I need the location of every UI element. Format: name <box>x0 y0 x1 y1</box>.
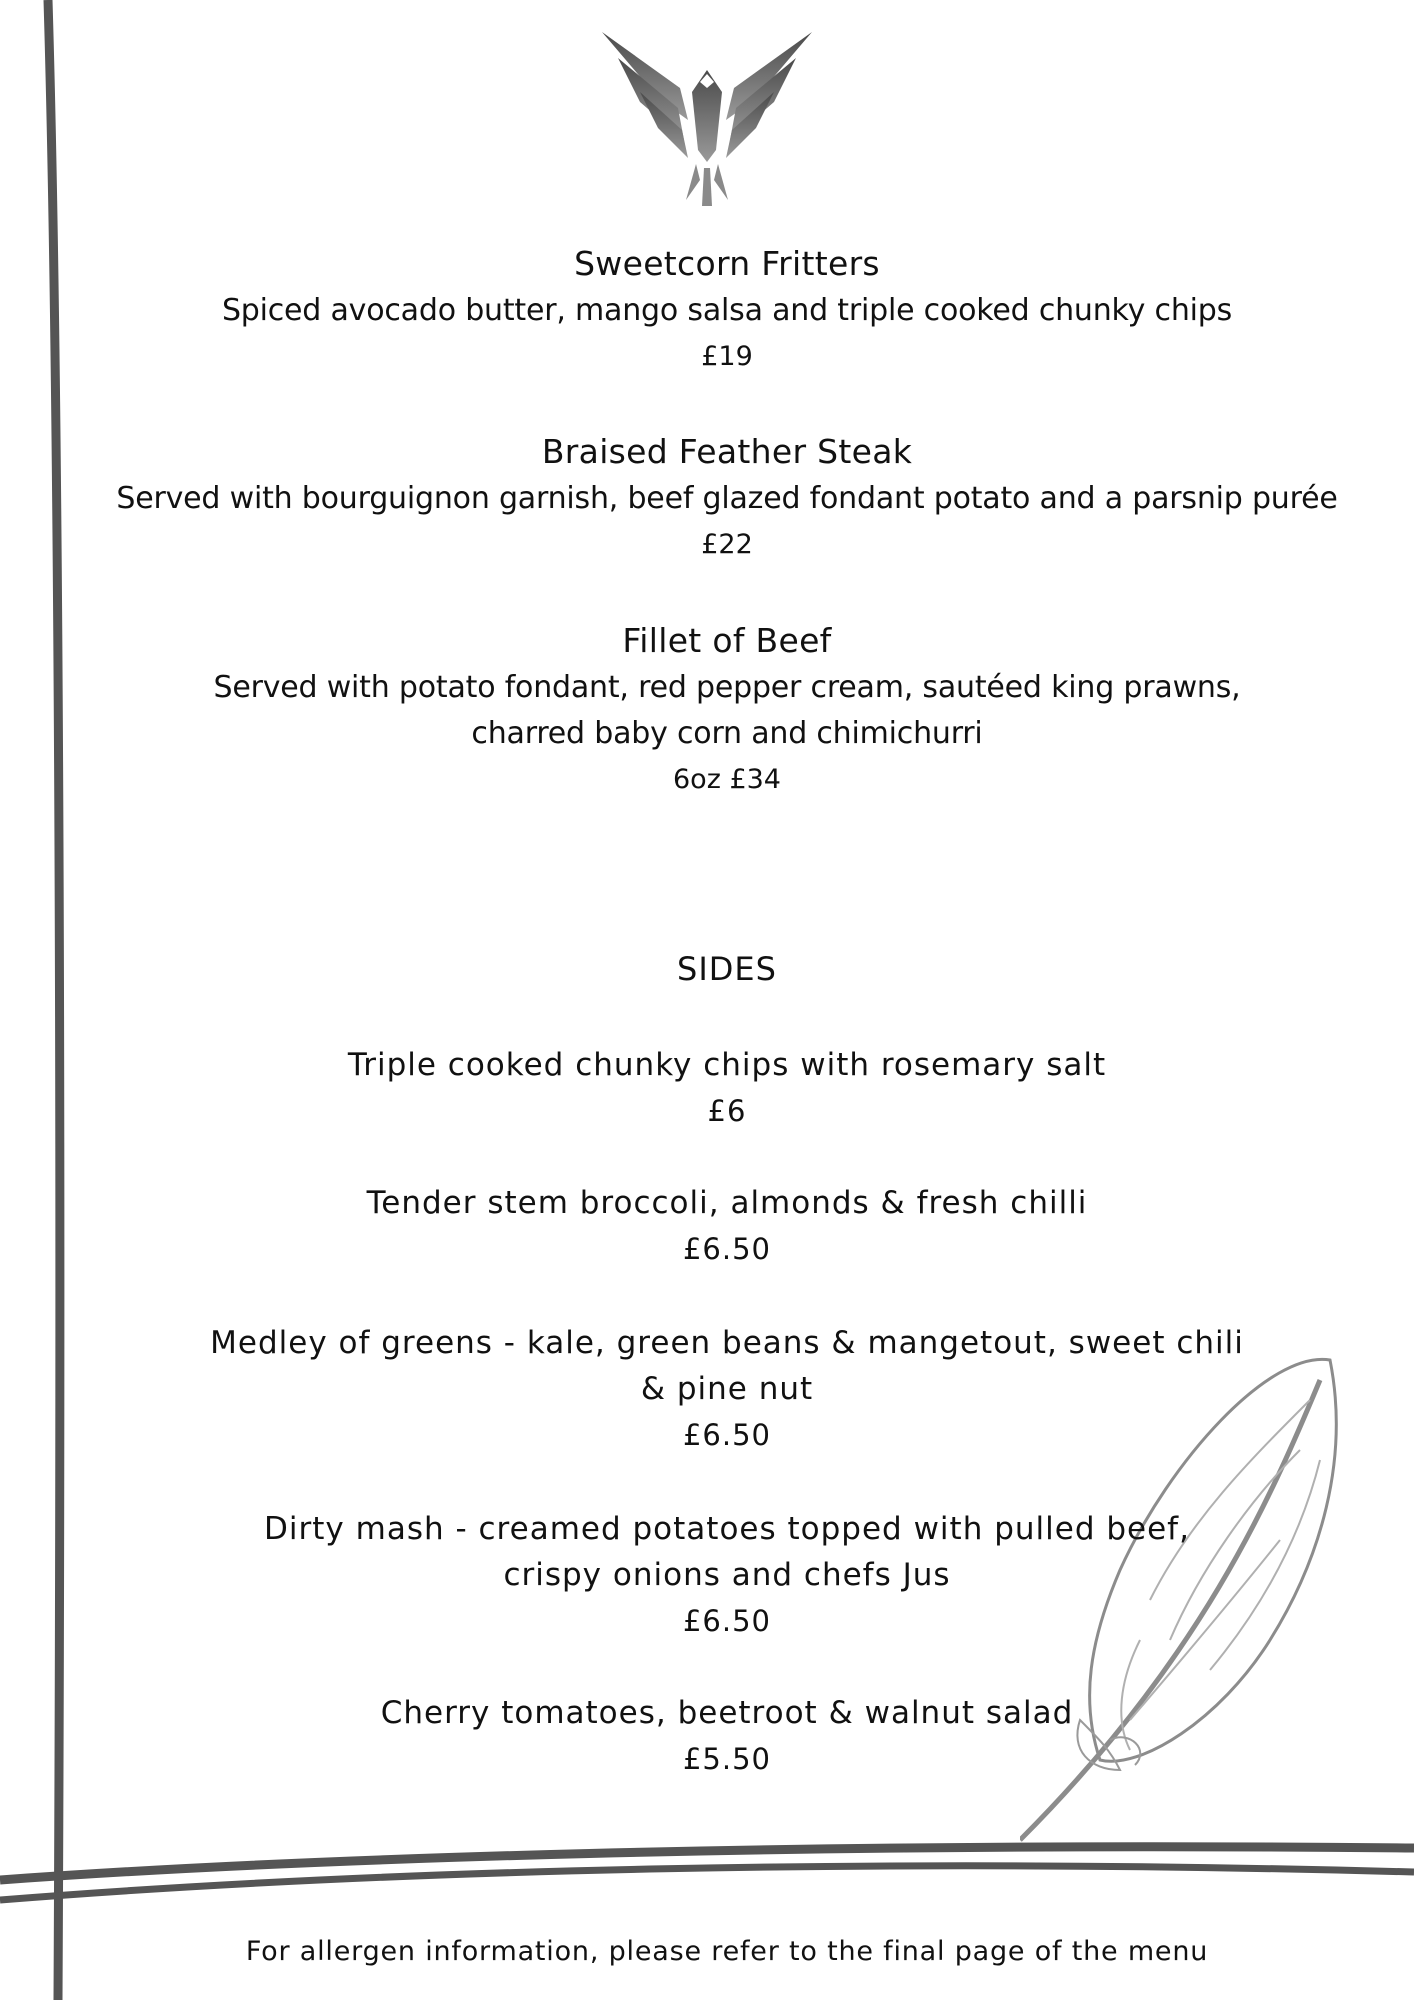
dish-name: Fillet of Beef <box>622 621 832 660</box>
dish-fillet-of-beef <box>100 617 1354 803</box>
side-name: Cherry tomatoes, beetroot & walnut salad <box>380 1695 1074 1731</box>
side-item <box>100 1320 1354 1458</box>
dish-sweetcorn-fritters <box>100 240 1354 380</box>
side-name: Medley of greens - kale, green beans & mangetout, sweet chili <box>210 1325 1244 1361</box>
dish-braised-feather-steak <box>100 428 1354 568</box>
dish-description: Served with bourguignon garnish, beef glazed fondant potato and a parsnip purée <box>116 481 1338 516</box>
side-item <box>100 1690 1354 1782</box>
dish-description: Served with potato fondant, red pepper cream, sautéed king prawns, <box>213 670 1241 705</box>
dish-price: 6oz £34 <box>673 764 781 795</box>
side-name: Triple cooked chunky chips with rosemary salt <box>347 1047 1107 1083</box>
side-item <box>100 1042 1354 1134</box>
side-price: £6.50 <box>682 1232 772 1266</box>
side-name: crispy onions and chefs Jus <box>503 1557 951 1593</box>
dish-name: Sweetcorn Fritters <box>574 244 880 283</box>
dish-description: charred baby corn and chimichurri <box>471 716 983 751</box>
allergen-footer: For allergen information, please refer to the final page of the menu <box>245 1936 1209 1967</box>
side-name: & pine nut <box>640 1371 814 1407</box>
side-price: £5.50 <box>682 1742 772 1776</box>
side-price: £6.50 <box>682 1418 772 1452</box>
dish-description: Spiced avocado butter, mango salsa and triple cooked chunky chips <box>221 293 1233 328</box>
sides-section-title <box>100 945 1354 993</box>
dish-price: £22 <box>701 529 753 560</box>
side-name: Tender stem broccoli, almonds & fresh chilli <box>366 1185 1088 1221</box>
side-name: Dirty mash - creamed potatoes topped with pulled beef, <box>264 1511 1190 1547</box>
side-item <box>100 1506 1354 1644</box>
dish-name: Braised Feather Steak <box>541 432 913 471</box>
dish-price: £19 <box>701 341 753 372</box>
side-item <box>100 1180 1354 1272</box>
side-price: £6.50 <box>682 1604 772 1638</box>
section-title: SIDES <box>677 950 777 988</box>
phoenix-logo-icon <box>600 30 814 210</box>
side-price: £6 <box>707 1094 747 1128</box>
left-frame-line <box>48 0 60 2000</box>
